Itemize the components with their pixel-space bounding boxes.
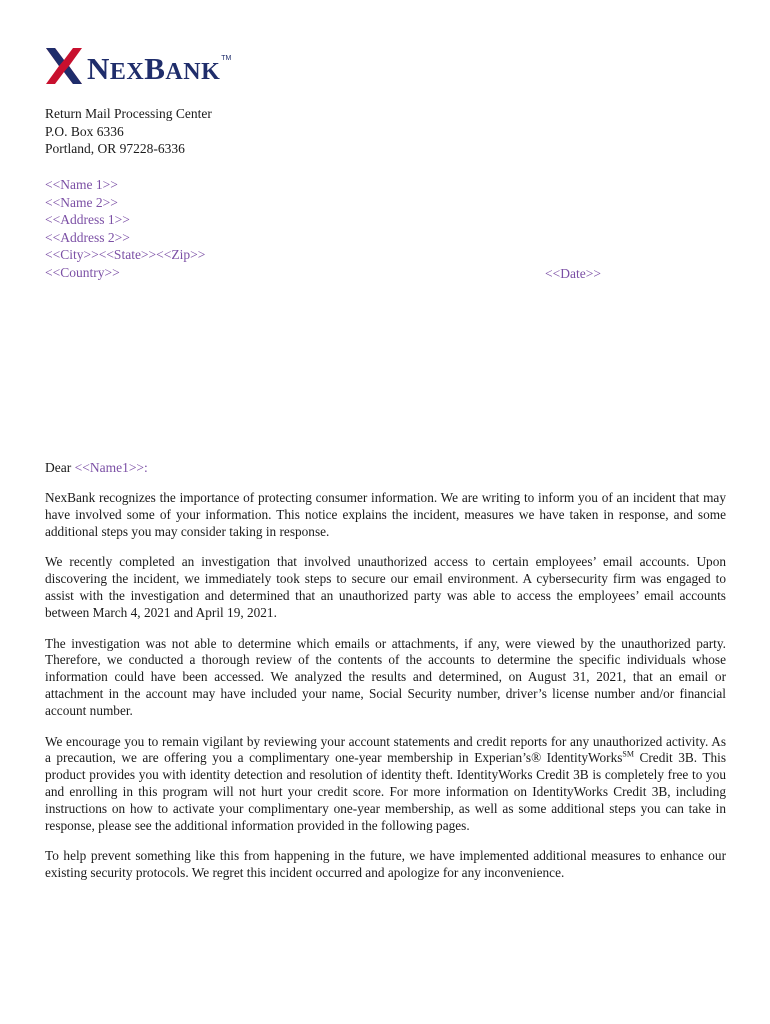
logo-wordmark: NEXBANK [87, 50, 221, 86]
letter-body [45, 490, 726, 896]
salutation-name: <<Name1>>: [74, 460, 148, 475]
service-mark: SM [622, 749, 634, 759]
recipient-line: <<Name 2>> [45, 194, 118, 210]
trademark-mark: TM [221, 55, 232, 62]
paragraph-precaution: We encourage you to remain vigilant by reviewing your account statements and credit reports for any unauthorized activity. As a precaution, we are offering you a complimentary one-year membership in Experian’s® IdentityWorks℠ Credit 3B. This product provides you with identity detection and resolution of identity theft. IdentityWorks Credit 3B is completely free to you and enrolling in this program will not hurt your credit score. For more information on IdentityWorks Credit 3B, including instructions on how to activate your complimentary one-year membership, as well as some additional steps you can take in response, please see the additional information provided in the following pages. [45, 733, 726, 833]
salutation-prefix: Dear [45, 460, 75, 475]
return-address-line: P.O. Box 6336 [45, 123, 124, 139]
return-address [45, 105, 212, 158]
recipient-line: <<City>><<State>><<Zip>> [45, 247, 206, 263]
recipient-line: <<Country>> [45, 264, 120, 280]
salutation [45, 459, 148, 477]
nexbank-logo [44, 45, 231, 87]
letter-date: <<Date>> [545, 266, 601, 281]
paragraph-prevention: To help prevent something like this from happening in the future, we have implemented additional measures to enhance our existing security protocols. We regret this incident occurred and apologize for any inconvenience. [45, 848, 726, 881]
paragraph-incident: We recently completed an investigation that involved unauthorized access to certain employees’ email accounts. Upon discovering the incident, we immediately took steps to secure our email environment. A cybersecurity firm was engaged to assist with the investigation and determined that an unauthorized party was able to access the employees’ email accounts between March 4, 2021 and April 19, 2021. [45, 554, 726, 620]
nexbank-x-mark-icon [44, 46, 84, 86]
paragraph-investigation: The investigation was not able to determine which emails or attachments, if any, were viewed by the unauthorized party. Therefore, we conducted a thorough review of the contents of the accounts to determine the specific individuals whose information could have been accessed. We analyzed the results and determined, on August 31, 2021, that an email or attachment in the account may have included your name, Social Security number, driver’s license number and/or financial account number. [45, 635, 726, 718]
return-address-line: Portland, OR 97228-6336 [45, 141, 185, 157]
recipient-line: <<Address 1>> [45, 212, 130, 228]
recipient-line: <<Name 1>> [45, 177, 118, 192]
recipient-address [45, 176, 205, 282]
return-address-line: Return Mail Processing Center [45, 106, 212, 121]
recipient-line: <<Address 2>> [45, 229, 130, 245]
paragraph-intro: NexBank recognizes the importance of protecting consumer information. We are writing to inform you of an incident that may have involved some of your information. This notice explains the incident, measures we have taken in response, and some additional steps you may consider taking in response. [45, 490, 726, 539]
